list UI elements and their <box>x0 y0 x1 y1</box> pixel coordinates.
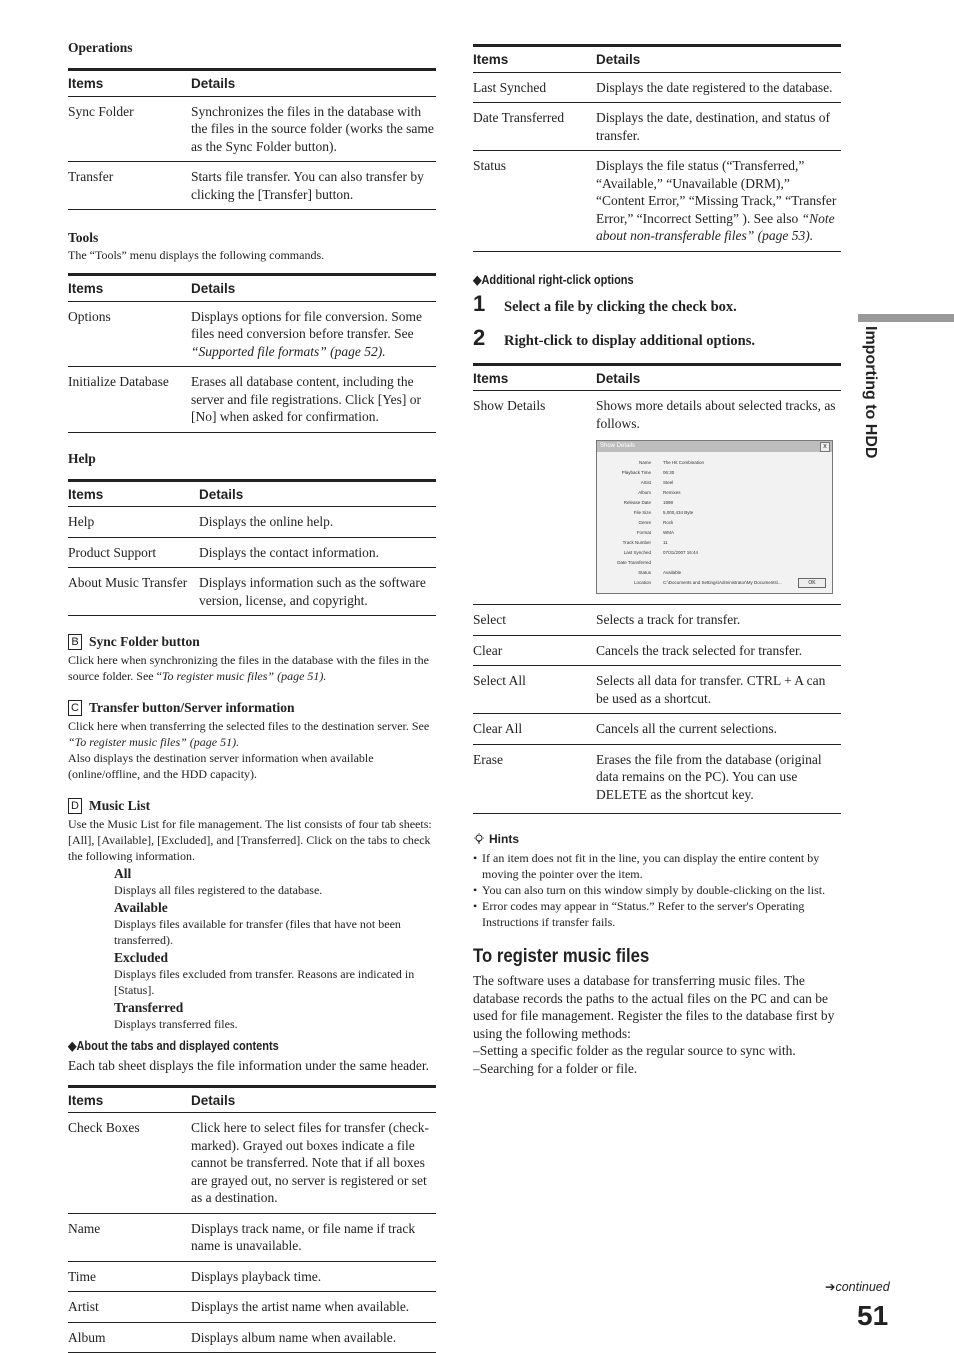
dialog-field-row <box>601 468 828 478</box>
body-text: Click here when synchronizing the files in the database with the files in the source folder. See “ <box>68 653 429 683</box>
step-text: Right-click to display additional options. <box>504 333 755 350</box>
cell-detail: Displays the artist name when available. <box>191 1292 436 1323</box>
table-row <box>68 537 436 568</box>
label-letter-c: C <box>68 700 82 716</box>
field-label: Date Transferred <box>601 558 663 568</box>
field-value: 1998 <box>663 498 673 508</box>
transfer-button-text <box>68 718 436 750</box>
step-1 <box>473 291 841 317</box>
tab-desc: Displays files excluded from transfer. Reasons are indicated in [Status]. <box>114 966 436 998</box>
heading-text: Sync Folder button <box>89 634 200 650</box>
field-label: Track Number <box>601 538 663 548</box>
field-value: 11 <box>663 538 668 548</box>
cell-item: About Music Transfer <box>68 568 199 616</box>
cell-detail <box>596 151 841 252</box>
cell-item: Album <box>68 1322 191 1353</box>
table-row <box>68 1322 436 1353</box>
tabs-contents-table <box>68 1085 436 1353</box>
music-list-text: Use the Music List for file management. The list consists of four tab sheets: [All], [Available], [Excluded], and [Transferred]. Click on the tabs to check the following information. <box>68 816 436 864</box>
cell-detail: Cancels the track selected for transfer. <box>596 635 841 666</box>
field-value: 5,000,434 Byte <box>663 508 693 518</box>
cell-item: Name <box>68 1213 191 1261</box>
left-column <box>68 40 436 1353</box>
dialog-field-row <box>601 458 828 468</box>
cell-item: Initialize Database <box>68 367 191 433</box>
tab-desc: Displays all files registered to the database. <box>114 882 436 898</box>
field-label: Release Date <box>601 498 663 508</box>
page-reference: “To register music files” (page 51). <box>68 735 239 749</box>
field-value: Remixes <box>663 488 681 498</box>
field-value: C:\Documents and Settings\Administrator\My Documents\... <box>663 578 782 588</box>
table-row <box>68 568 436 616</box>
register-method: –Searching for a folder or file. <box>473 1060 841 1078</box>
show-details-dialog-screenshot <box>596 440 833 594</box>
cell-item: Select <box>473 605 596 636</box>
operations-title: Operations <box>68 40 436 56</box>
table-row <box>68 301 436 367</box>
detail-text: Shows more details about selected tracks, as follows. <box>596 397 841 432</box>
cell-item: Time <box>68 1261 191 1292</box>
file-info-table <box>473 44 841 252</box>
cell-item: Erase <box>473 744 596 814</box>
cell-item: Date Transferred <box>473 103 596 151</box>
cell-item: Check Boxes <box>68 1113 191 1214</box>
cell-item: Select All <box>473 666 596 714</box>
continued-note <box>825 1279 890 1294</box>
col-header-items: Items <box>473 46 596 73</box>
cell-detail: Displays the date, destination, and status of transfer. <box>596 103 841 151</box>
arrow-right-icon: ➔ <box>825 1280 835 1294</box>
table-row <box>68 367 436 433</box>
sync-folder-button-heading <box>68 634 436 650</box>
col-header-items: Items <box>68 1086 191 1113</box>
continued-text: continued <box>835 1280 889 1294</box>
cell-detail: Synchronizes the files in the database with the files in the source folder (works the same as the Sync Folder button). <box>191 96 436 162</box>
table-row <box>473 103 841 151</box>
field-label: Format <box>601 528 663 538</box>
cell-detail: Click here to select files for transfer (check-marked). Grayed out boxes indicate a file cannot be transferred. Note that if all boxes are grayed out, no server is registered or set as a destination. <box>191 1113 436 1214</box>
cell-item: Clear <box>473 635 596 666</box>
cell-item: Artist <box>68 1292 191 1323</box>
cell-detail: Selects all data for transfer. CTRL + A can be used as a shortcut. <box>596 666 841 714</box>
cell-item: Status <box>473 151 596 252</box>
hints-box <box>473 832 841 930</box>
field-value: WMA <box>663 528 674 538</box>
tab-name: Excluded <box>114 950 436 966</box>
dialog-field-row <box>601 548 828 558</box>
col-header-details: Details <box>199 480 436 507</box>
field-value: Steel <box>663 478 673 488</box>
detail-text: Displays the file status (“Transferred,” “Available,” “Unavailable (DRM),” “Content Error,” “Missing Track,” “Transfer Error,” “Incorrect Setting” ). See also <box>596 158 836 226</box>
field-label: Playback Time <box>601 468 663 478</box>
cell-detail: Displays track name, or file name if track name is unavailable. <box>191 1213 436 1261</box>
dialog-field-row <box>601 538 828 548</box>
detail-text: Displays options for file conversion. Some files need conversion before transfer. See <box>191 309 422 342</box>
page-reference: “Supported file formats” (page 52). <box>191 344 386 359</box>
tabs-contents-text: Each tab sheet displays the file information under the same header. <box>68 1057 436 1075</box>
col-header-details: Details <box>191 275 436 302</box>
register-method: –Setting a specific folder as the regular source to sync with. <box>473 1042 841 1060</box>
register-text: The software uses a database for transferring music files. The database records the paths to the actual files on the PC and can be used for file management. Register the files to the database first by using the following methods: <box>473 972 841 1042</box>
list-item: • If an item does not fit in the line, you can display the entire content by moving the pointer over the item. <box>473 850 841 882</box>
cell-detail: Cancels all the current selections. <box>596 714 841 745</box>
help-title: Help <box>68 451 436 467</box>
table-row <box>473 714 841 745</box>
dialog-fields <box>597 452 832 588</box>
col-header-items: Items <box>473 364 596 391</box>
cell-detail: Erases the file from the database (original data remains on the PC). You can use DELETE as the shortcut key. <box>596 744 841 814</box>
right-click-table <box>473 363 841 815</box>
table-row <box>68 1261 436 1292</box>
col-header-items: Items <box>68 70 191 97</box>
cell-detail <box>191 301 436 367</box>
hints-heading <box>473 832 841 846</box>
col-header-details: Details <box>596 364 841 391</box>
tools-desc: The “Tools” menu displays the following commands. <box>68 248 436 263</box>
table-row <box>68 507 436 538</box>
cell-detail <box>596 391 841 605</box>
table-row <box>68 1292 436 1323</box>
table-row <box>473 666 841 714</box>
table-row <box>68 1213 436 1261</box>
label-letter-b: B <box>68 634 82 650</box>
field-value: The Hit Combination <box>663 458 704 468</box>
field-label: File Size <box>601 508 663 518</box>
transfer-button-heading <box>68 700 436 716</box>
table-row <box>473 72 841 103</box>
step-2 <box>473 325 841 351</box>
field-label: Last Synched <box>601 548 663 558</box>
tab-name: Available <box>114 900 436 916</box>
cell-item: Product Support <box>68 537 199 568</box>
cell-detail: Displays information such as the software version, license, and copyright. <box>199 568 436 616</box>
table-row <box>473 391 841 605</box>
table-row <box>473 635 841 666</box>
list-item: • You can also turn on this window simply by double-clicking on the list. <box>473 882 841 898</box>
table-row <box>68 96 436 162</box>
heading-text: Music List <box>89 798 150 814</box>
tab-name: All <box>114 866 436 882</box>
lightbulb-icon <box>473 833 485 845</box>
right-column <box>473 40 841 1077</box>
table-row <box>473 744 841 814</box>
col-header-items: Items <box>68 275 191 302</box>
music-list-heading <box>68 798 436 814</box>
help-table <box>68 479 436 617</box>
label-letter-d: D <box>68 798 82 814</box>
tab-description-available <box>114 900 436 948</box>
field-label: Genre <box>601 518 663 528</box>
dialog-title: Show Details <box>600 443 635 449</box>
side-section-label: Importing to HDD <box>859 326 879 466</box>
table-row <box>68 162 436 210</box>
tab-description-excluded <box>114 950 436 998</box>
cell-detail: Displays the date registered to the database. <box>596 72 841 103</box>
ok-button: OK <box>798 578 826 588</box>
table-row <box>68 1113 436 1214</box>
dialog-field-row <box>601 518 828 528</box>
col-header-items: Items <box>68 480 199 507</box>
cell-item: Clear All <box>473 714 596 745</box>
cell-detail: Displays playback time. <box>191 1261 436 1292</box>
sync-folder-button-text <box>68 652 436 684</box>
dialog-field-row <box>601 568 828 578</box>
col-header-details: Details <box>596 46 841 73</box>
cell-item: Sync Folder <box>68 96 191 162</box>
hints-title: Hints <box>489 832 519 846</box>
tools-title: Tools <box>68 230 436 246</box>
dialog-field-row <box>601 488 828 498</box>
field-label: Name <box>601 458 663 468</box>
transfer-button-text-2: Also displays the destination server information when available (online/offline, and the HDD capacity). <box>68 750 436 782</box>
tab-description-transferred <box>114 1000 436 1032</box>
tab-name: Transferred <box>114 1000 436 1016</box>
field-value: 06:30 <box>663 468 674 478</box>
field-label: Status <box>601 568 663 578</box>
cell-item: Transfer <box>68 162 191 210</box>
operations-table <box>68 68 436 210</box>
cell-item: Show Details <box>473 391 596 605</box>
cell-detail: Erases all database content, including the server and file registrations. Click [Yes] or [No] when asked for confirmation. <box>191 367 436 433</box>
heading-text: Transfer button/Server information <box>89 700 295 716</box>
field-value: Rock <box>663 518 673 528</box>
dialog-field-row <box>601 578 828 588</box>
dialog-title-bar <box>597 441 832 452</box>
cell-detail: Displays the online help. <box>199 507 436 538</box>
cell-item: Help <box>68 507 199 538</box>
col-header-details: Details <box>191 70 436 97</box>
page-number: 51 <box>857 1300 888 1332</box>
cell-detail: Displays album name when available. <box>191 1322 436 1353</box>
field-label: Location <box>601 578 663 588</box>
field-label: Album <box>601 488 663 498</box>
cell-item: Options <box>68 301 191 367</box>
dialog-field-row <box>601 478 828 488</box>
col-header-details: Details <box>191 1086 436 1113</box>
step-number: 2 <box>473 325 504 351</box>
table-row <box>473 151 841 252</box>
cell-item: Last Synched <box>473 72 596 103</box>
right-click-heading: ◆Additional right-click options <box>473 272 797 287</box>
page-reference-suffix: ” (page 51). <box>267 669 326 683</box>
tools-table <box>68 273 436 433</box>
hints-list <box>473 850 841 930</box>
dialog-field-row <box>601 498 828 508</box>
step-number: 1 <box>473 291 504 317</box>
field-label: Artist <box>601 478 663 488</box>
tab-description-all <box>114 866 436 898</box>
tab-desc: Displays files available for transfer (files that have not been transferred). <box>114 916 436 948</box>
tabs-contents-heading: ◆About the tabs and displayed contents <box>68 1038 392 1053</box>
side-tab-bar <box>858 314 954 322</box>
field-value: Available <box>663 568 681 578</box>
table-row <box>473 605 841 636</box>
cell-detail: Selects a track for transfer. <box>596 605 841 636</box>
field-value: 07/31/2007 16:44 <box>663 548 698 558</box>
close-icon: x <box>820 442 830 452</box>
body-text: Click here when transferring the selected files to the destination server. See <box>68 719 429 733</box>
register-title: To register music files <box>473 946 797 968</box>
list-item: • Error codes may appear in “Status.” Refer to the server's Operating Instructions if transfer fails. <box>473 898 841 930</box>
tab-desc: Displays transferred files. <box>114 1016 436 1032</box>
dialog-field-row <box>601 508 828 518</box>
cell-detail: Displays the contact information. <box>199 537 436 568</box>
dialog-field-row <box>601 558 828 568</box>
step-text: Select a file by clicking the check box. <box>504 299 737 316</box>
cell-detail: Starts file transfer. You can also transfer by clicking the [Transfer] button. <box>191 162 436 210</box>
page-reference: To register music files <box>162 669 267 683</box>
dialog-field-row <box>601 528 828 538</box>
page-reference: “Note about non-transferable files” (page 53). <box>596 211 835 244</box>
